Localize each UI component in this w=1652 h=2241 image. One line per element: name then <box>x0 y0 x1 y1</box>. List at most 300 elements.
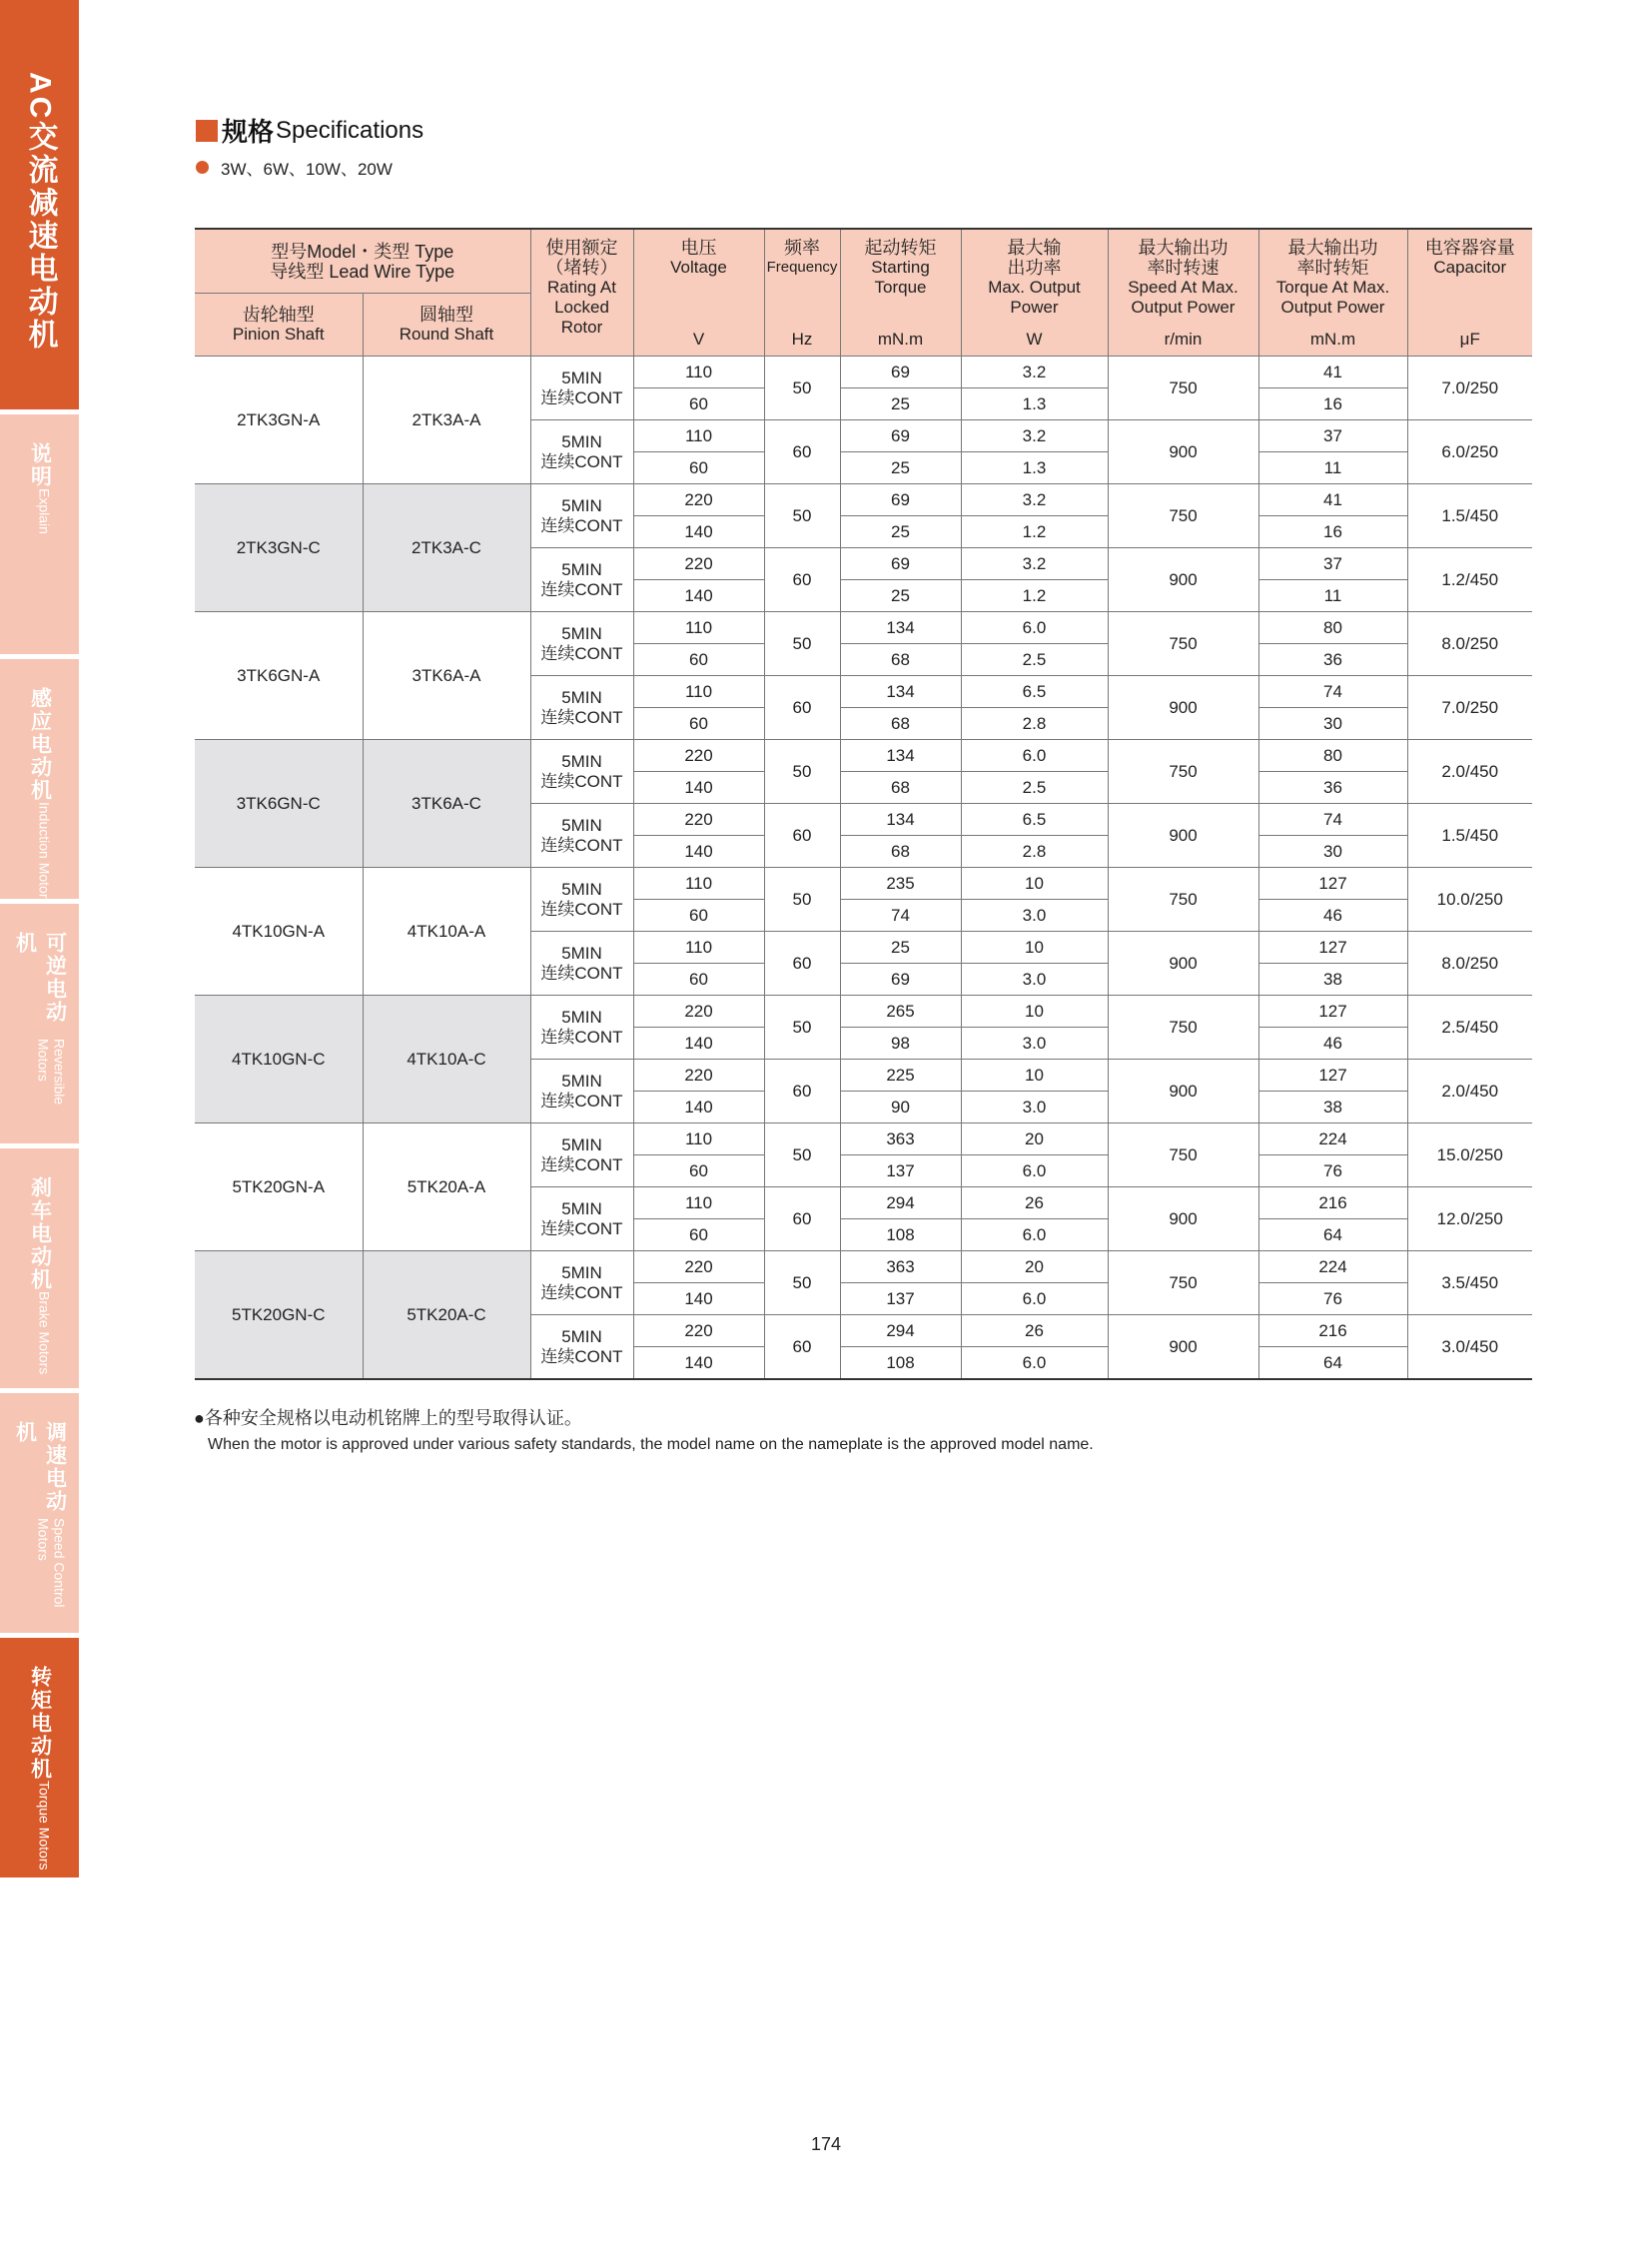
sidebar-tab-brake-motors[interactable] <box>0 1148 79 1388</box>
rating-5min: 5MIN <box>561 623 602 643</box>
max-output-power-cell: 6.0 <box>961 1219 1108 1251</box>
header-frequency <box>764 229 840 357</box>
voltage-cell: 110 <box>633 612 764 644</box>
starting-torque-cell: 74 <box>840 900 961 932</box>
header-max-output-power <box>961 229 1108 357</box>
sidebar-tab-speed-control-motors[interactable] <box>0 1393 79 1633</box>
starting-torque-cell: 25 <box>840 452 961 484</box>
rating-cell <box>530 612 633 676</box>
header-text: Torque <box>874 278 927 297</box>
voltage-cell: 220 <box>633 740 764 772</box>
header-text: Voltage <box>670 258 727 277</box>
rating-cont: 连续CONT <box>540 1218 623 1238</box>
rating-cell <box>530 804 633 868</box>
speed-cell: 900 <box>1108 1060 1258 1123</box>
speed-cell: 900 <box>1108 804 1258 868</box>
rating-cont: 连续CONT <box>540 579 623 599</box>
rating-cell <box>530 932 633 996</box>
starting-torque-cell: 363 <box>840 1251 961 1283</box>
max-output-power-cell: 10 <box>961 1060 1108 1092</box>
speed-cell: 750 <box>1108 612 1258 676</box>
max-output-power-cell: 6.0 <box>961 1155 1108 1187</box>
starting-torque-cell: 137 <box>840 1283 961 1315</box>
capacitor-cell: 1.5/450 <box>1407 484 1532 548</box>
rating-5min: 5MIN <box>561 751 602 771</box>
capacitor-cell: 7.0/250 <box>1407 676 1532 740</box>
rating-cell <box>530 1123 633 1187</box>
speed-cell: 750 <box>1108 357 1258 420</box>
sidebar-tab-explain[interactable] <box>0 414 79 654</box>
header-text: 率时转矩 <box>1296 258 1369 278</box>
rating-5min: 5MIN <box>561 495 602 515</box>
round-shaft-model: 5TK20A-A <box>363 1123 530 1251</box>
frequency-cell: 60 <box>764 1060 840 1123</box>
starting-torque-cell: 25 <box>840 516 961 548</box>
header-text: Output Power <box>1280 298 1385 317</box>
max-output-power-cell: 3.0 <box>961 900 1108 932</box>
header-text: Speed At Max. <box>1128 278 1239 297</box>
table-row <box>195 996 1532 1028</box>
voltage-cell: 220 <box>633 484 764 516</box>
max-output-power-cell: 2.8 <box>961 708 1108 740</box>
starting-torque-cell: 265 <box>840 996 961 1028</box>
voltage-cell: 140 <box>633 1283 764 1315</box>
header-unit: r/min <box>1164 330 1203 349</box>
voltage-cell: 220 <box>633 1060 764 1092</box>
header-text: Capacitor <box>1433 258 1507 277</box>
voltage-cell: 220 <box>633 1315 764 1347</box>
rating-5min: 5MIN <box>561 1198 602 1218</box>
rating-cont: 连续CONT <box>540 707 623 727</box>
voltage-cell: 110 <box>633 420 764 452</box>
section-heading <box>196 112 423 149</box>
pinion-shaft-model: 2TK3GN-C <box>195 484 363 612</box>
capacitor-cell: 8.0/250 <box>1407 612 1532 676</box>
max-output-power-cell: 1.2 <box>961 516 1108 548</box>
header-unit: mN.m <box>1309 330 1356 349</box>
max-output-power-cell: 10 <box>961 932 1108 964</box>
header-text: 出功率 <box>1007 258 1062 278</box>
rating-5min: 5MIN <box>561 879 602 899</box>
speed-cell: 750 <box>1108 996 1258 1060</box>
torque-cell: 74 <box>1258 804 1407 836</box>
header-text: Rating At <box>547 278 616 297</box>
rating-cell <box>530 996 633 1060</box>
pinion-shaft-model: 5TK20GN-C <box>195 1251 363 1380</box>
header-text: Pinion Shaft <box>232 325 325 344</box>
max-output-power-cell: 26 <box>961 1315 1108 1347</box>
frequency-cell: 60 <box>764 548 840 612</box>
starting-torque-cell: 134 <box>840 612 961 644</box>
rating-cont: 连续CONT <box>540 1154 623 1174</box>
header-voltage <box>633 229 764 357</box>
header-text: 导线型 Lead Wire Type <box>270 261 455 282</box>
frequency-cell: 50 <box>764 484 840 548</box>
max-output-power-cell: 3.0 <box>961 964 1108 996</box>
speed-cell: 750 <box>1108 484 1258 548</box>
model-group <box>195 996 1532 1123</box>
voltage-cell: 140 <box>633 772 764 804</box>
header-starting-torque <box>840 229 961 357</box>
torque-cell: 80 <box>1258 612 1407 644</box>
speed-cell: 750 <box>1108 868 1258 932</box>
max-output-power-cell: 2.5 <box>961 644 1108 676</box>
max-output-power-cell: 1.3 <box>961 452 1108 484</box>
torque-cell: 11 <box>1258 452 1407 484</box>
starting-torque-cell: 134 <box>840 676 961 708</box>
max-output-power-cell: 6.0 <box>961 1283 1108 1315</box>
voltage-cell: 110 <box>633 676 764 708</box>
round-shaft-model: 3TK6A-A <box>363 612 530 740</box>
rating-5min: 5MIN <box>561 1326 602 1346</box>
table-row <box>195 357 1532 388</box>
speed-cell: 900 <box>1108 932 1258 996</box>
voltage-cell: 220 <box>633 804 764 836</box>
voltage-cell: 220 <box>633 996 764 1028</box>
rating-cont: 连续CONT <box>540 1027 623 1047</box>
torque-cell: 64 <box>1258 1347 1407 1380</box>
max-output-power-cell: 6.5 <box>961 676 1108 708</box>
sidebar-tab-torque-motors[interactable] <box>0 1638 79 1877</box>
sidebar-tab-cn: 调速电动机 <box>13 1421 67 1513</box>
max-output-power-cell: 1.3 <box>961 388 1108 420</box>
capacitor-cell: 6.0/250 <box>1407 420 1532 484</box>
torque-cell: 127 <box>1258 996 1407 1028</box>
section-subheading <box>196 155 393 180</box>
capacitor-cell: 8.0/250 <box>1407 932 1532 996</box>
model-group <box>195 612 1532 740</box>
header-text: 最大输 <box>1007 238 1062 258</box>
sidebar-tab-cn: 转矩电动机 <box>28 1666 52 1781</box>
note-en: When the motor is approved under various safety standards, the model name on the nameplate is the approved model name. <box>208 1436 1094 1453</box>
capacitor-cell: 2.0/450 <box>1407 1060 1532 1123</box>
voltage-cell: 140 <box>633 516 764 548</box>
frequency-cell: 60 <box>764 420 840 484</box>
page-number: 174 <box>810 2134 842 2154</box>
frequency-cell: 50 <box>764 1251 840 1315</box>
voltage-cell: 140 <box>633 1092 764 1123</box>
speed-cell: 900 <box>1108 1315 1258 1380</box>
starting-torque-cell: 68 <box>840 708 961 740</box>
voltage-cell: 110 <box>633 357 764 388</box>
starting-torque-cell: 69 <box>840 964 961 996</box>
voltage-cell: 60 <box>633 708 764 740</box>
torque-cell: 41 <box>1258 484 1407 516</box>
starting-torque-cell: 134 <box>840 804 961 836</box>
round-shaft-model: 4TK10A-C <box>363 996 530 1123</box>
sidebar-tab-cn: 刹车电动机 <box>28 1176 52 1291</box>
round-shaft-model: 2TK3A-C <box>363 484 530 612</box>
max-output-power-cell: 10 <box>961 868 1108 900</box>
header-text: 圆轴型 <box>419 305 473 325</box>
pinion-shaft-model: 5TK20GN-A <box>195 1123 363 1251</box>
header-text: 电压 <box>680 238 717 258</box>
torque-cell: 127 <box>1258 868 1407 900</box>
rating-5min: 5MIN <box>561 943 602 963</box>
header-round-shaft <box>363 294 530 357</box>
header-unit: μF <box>1459 330 1480 349</box>
starting-torque-cell: 108 <box>840 1347 961 1380</box>
capacitor-cell: 10.0/250 <box>1407 868 1532 932</box>
header-text: Locked <box>554 298 609 317</box>
voltage-cell: 110 <box>633 932 764 964</box>
header-speed-at-max <box>1108 229 1258 357</box>
header-text: Torque At Max. <box>1275 278 1390 297</box>
capacitor-cell: 15.0/250 <box>1407 1123 1532 1187</box>
frequency-cell: 50 <box>764 357 840 420</box>
torque-cell: 36 <box>1258 772 1407 804</box>
voltage-cell: 220 <box>633 1251 764 1283</box>
heading-cn: 规格 <box>222 117 275 147</box>
header-text: 频率 <box>784 238 820 258</box>
rating-cont: 连续CONT <box>540 835 623 855</box>
table-row <box>195 484 1532 516</box>
frequency-cell: 50 <box>764 996 840 1060</box>
voltage-cell: 60 <box>633 1219 764 1251</box>
max-output-power-cell: 6.0 <box>961 740 1108 772</box>
header-text: 率时转速 <box>1147 258 1220 278</box>
header-text: 最大输出功 <box>1138 238 1229 258</box>
voltage-cell: 140 <box>633 1028 764 1060</box>
table-row <box>195 1123 1532 1155</box>
starting-torque-cell: 68 <box>840 836 961 868</box>
starting-torque-cell: 25 <box>840 580 961 612</box>
rating-cell <box>530 548 633 612</box>
header-text: Power <box>1010 298 1059 317</box>
model-group <box>195 1251 1532 1380</box>
speed-cell: 900 <box>1108 548 1258 612</box>
max-output-power-cell: 3.2 <box>961 484 1108 516</box>
frequency-cell: 60 <box>764 804 840 868</box>
torque-cell: 46 <box>1258 1028 1407 1060</box>
round-shaft-model: 5TK20A-C <box>363 1251 530 1380</box>
rating-5min: 5MIN <box>561 368 602 387</box>
sidebar-tab-en: Reversible Motors <box>35 1039 68 1106</box>
model-group <box>195 1123 1532 1251</box>
header-unit: mN.m <box>877 330 924 349</box>
header-rating <box>530 229 633 357</box>
torque-cell: 30 <box>1258 836 1407 868</box>
frequency-cell: 60 <box>764 1187 840 1251</box>
torque-cell: 64 <box>1258 1219 1407 1251</box>
pinion-shaft-model: 4TK10GN-A <box>195 868 363 996</box>
voltage-cell: 60 <box>633 452 764 484</box>
header-model-type <box>195 229 530 294</box>
pinion-shaft-model: 2TK3GN-A <box>195 357 363 484</box>
rating-cont: 连续CONT <box>540 387 623 407</box>
model-group <box>195 357 1532 484</box>
round-shaft-model: 3TK6A-C <box>363 740 530 868</box>
starting-torque-cell: 68 <box>840 644 961 676</box>
header-text: Output Power <box>1131 298 1236 317</box>
torque-cell: 76 <box>1258 1283 1407 1315</box>
note-cn: ●各种安全规格以电动机铭牌上的型号取得认证。 <box>194 1408 582 1428</box>
header-unit: Hz <box>791 330 813 349</box>
starting-torque-cell: 294 <box>840 1187 961 1219</box>
torque-cell: 224 <box>1258 1251 1407 1283</box>
voltage-cell: 60 <box>633 1155 764 1187</box>
round-shaft-model: 2TK3A-A <box>363 357 530 484</box>
rating-5min: 5MIN <box>561 1071 602 1091</box>
speed-cell: 900 <box>1108 420 1258 484</box>
sidebar-tab-en: Speed Control Motors <box>35 1518 68 1608</box>
header-pinion-shaft <box>195 294 363 357</box>
torque-cell: 16 <box>1258 388 1407 420</box>
torque-cell: 216 <box>1258 1315 1407 1347</box>
frequency-cell: 60 <box>764 676 840 740</box>
sidebar <box>0 0 79 2241</box>
header-capacitor <box>1407 229 1532 357</box>
speed-cell: 750 <box>1108 740 1258 804</box>
wattage-list: 3W、6W、10W、20W <box>221 160 393 179</box>
capacitor-cell: 3.0/450 <box>1407 1315 1532 1380</box>
max-output-power-cell: 3.2 <box>961 357 1108 388</box>
sidebar-tab-en: Brake Motors <box>36 1291 53 1375</box>
torque-cell: 76 <box>1258 1155 1407 1187</box>
capacitor-cell: 12.0/250 <box>1407 1187 1532 1251</box>
capacitor-cell: 2.0/450 <box>1407 740 1532 804</box>
voltage-cell: 60 <box>633 388 764 420</box>
header-text: （堵转） <box>545 258 618 278</box>
specifications-table <box>195 228 1532 1380</box>
max-output-power-cell: 26 <box>961 1187 1108 1219</box>
table-row <box>195 612 1532 644</box>
torque-cell: 41 <box>1258 357 1407 388</box>
torque-cell: 11 <box>1258 580 1407 612</box>
header-text: 最大输出功 <box>1287 238 1378 258</box>
torque-cell: 30 <box>1258 708 1407 740</box>
capacitor-cell: 1.5/450 <box>1407 804 1532 868</box>
voltage-cell: 110 <box>633 1187 764 1219</box>
voltage-cell: 140 <box>633 580 764 612</box>
rating-cell <box>530 1251 633 1315</box>
max-output-power-cell: 20 <box>961 1123 1108 1155</box>
torque-cell: 36 <box>1258 644 1407 676</box>
frequency-cell: 50 <box>764 612 840 676</box>
voltage-cell: 60 <box>633 644 764 676</box>
speed-cell: 900 <box>1108 1187 1258 1251</box>
rating-cell <box>530 420 633 484</box>
torque-cell: 74 <box>1258 676 1407 708</box>
sidebar-tab-induction-motor[interactable] <box>0 659 79 899</box>
pinion-shaft-model: 3TK6GN-A <box>195 612 363 740</box>
torque-cell: 46 <box>1258 900 1407 932</box>
rating-cell <box>530 1315 633 1380</box>
sidebar-tab-en: Torque Motors <box>36 1781 53 1870</box>
table-row <box>195 1251 1532 1283</box>
torque-cell: 37 <box>1258 548 1407 580</box>
rating-cont: 连续CONT <box>540 1346 623 1366</box>
sidebar-tab-cn: 可逆电动机 <box>13 932 67 1024</box>
rating-5min: 5MIN <box>561 687 602 707</box>
voltage-cell: 60 <box>633 964 764 996</box>
table-row <box>195 740 1532 772</box>
sidebar-tab-reversible-motors[interactable] <box>0 904 79 1143</box>
voltage-cell: 140 <box>633 836 764 868</box>
capacitor-cell: 7.0/250 <box>1407 357 1532 420</box>
capacitor-cell: 3.5/450 <box>1407 1251 1532 1315</box>
heading-en: Specifications <box>276 116 424 144</box>
torque-cell: 216 <box>1258 1187 1407 1219</box>
header-unit: V <box>692 330 705 349</box>
rating-cont: 连续CONT <box>540 771 623 791</box>
starting-torque-cell: 98 <box>840 1028 961 1060</box>
header-text: 电容器容量 <box>1424 238 1515 258</box>
table-header <box>195 229 1532 357</box>
max-output-power-cell: 2.8 <box>961 836 1108 868</box>
starting-torque-cell: 225 <box>840 1060 961 1092</box>
max-output-power-cell: 10 <box>961 996 1108 1028</box>
sidebar-tab-cn: 说明 <box>28 442 52 488</box>
starting-torque-cell: 69 <box>840 420 961 452</box>
sidebar-main-tab[interactable] <box>0 0 79 409</box>
bullet-dot-icon <box>196 161 209 174</box>
max-output-power-cell: 1.2 <box>961 580 1108 612</box>
rating-5min: 5MIN <box>561 1134 602 1154</box>
frequency-cell: 60 <box>764 932 840 996</box>
frequency-cell: 50 <box>764 868 840 932</box>
torque-cell: 80 <box>1258 740 1407 772</box>
pinion-shaft-model: 3TK6GN-C <box>195 740 363 868</box>
voltage-cell: 110 <box>633 868 764 900</box>
header-text: 齿轮轴型 <box>242 305 315 325</box>
max-output-power-cell: 20 <box>961 1251 1108 1283</box>
rating-cont: 连续CONT <box>540 451 623 471</box>
max-output-power-cell: 2.5 <box>961 772 1108 804</box>
starting-torque-cell: 25 <box>840 388 961 420</box>
starting-torque-cell: 294 <box>840 1315 961 1347</box>
rating-5min: 5MIN <box>561 815 602 835</box>
rating-5min: 5MIN <box>561 1262 602 1282</box>
starting-torque-cell: 134 <box>840 740 961 772</box>
torque-cell: 127 <box>1258 1060 1407 1092</box>
rating-cont: 连续CONT <box>540 899 623 919</box>
sidebar-tab-en: Explain <box>36 488 53 534</box>
rating-cell <box>530 484 633 548</box>
max-output-power-cell: 6.5 <box>961 804 1108 836</box>
max-output-power-cell: 3.0 <box>961 1092 1108 1123</box>
voltage-cell: 140 <box>633 1347 764 1380</box>
header-text: 型号Model・类型 Type <box>271 241 454 262</box>
voltage-cell: 110 <box>633 1123 764 1155</box>
model-group <box>195 740 1532 868</box>
rating-cell <box>530 1187 633 1251</box>
frequency-cell: 50 <box>764 740 840 804</box>
rating-cont: 连续CONT <box>540 1091 623 1111</box>
max-output-power-cell: 3.2 <box>961 548 1108 580</box>
sidebar-main-label: AC交流减速电动机 <box>23 72 57 353</box>
model-group <box>195 868 1532 996</box>
rating-cell <box>530 1060 633 1123</box>
starting-torque-cell: 137 <box>840 1155 961 1187</box>
rating-5min: 5MIN <box>561 431 602 451</box>
model-group <box>195 484 1532 612</box>
rating-cont: 连续CONT <box>540 1282 623 1302</box>
starting-torque-cell: 69 <box>840 484 961 516</box>
max-output-power-cell: 3.0 <box>961 1028 1108 1060</box>
header-text: 使用额定 <box>545 238 618 258</box>
rating-5min: 5MIN <box>561 1007 602 1027</box>
header-text: Max. Output <box>988 278 1081 297</box>
starting-torque-cell: 69 <box>840 548 961 580</box>
max-output-power-cell: 3.2 <box>961 420 1108 452</box>
voltage-cell: 220 <box>633 548 764 580</box>
heading-square-icon <box>196 120 218 142</box>
torque-cell: 224 <box>1258 1123 1407 1155</box>
header-text: Starting <box>871 258 930 277</box>
header-text: Rotor <box>560 318 603 337</box>
rating-cont: 连续CONT <box>540 643 623 663</box>
